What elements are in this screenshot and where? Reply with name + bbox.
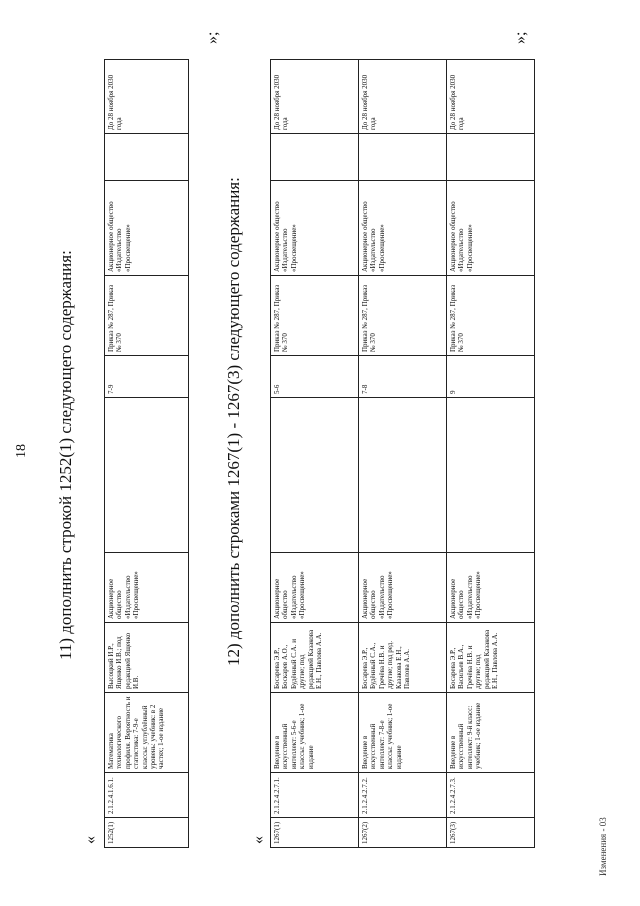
section-11-open-quote: « <box>82 836 99 844</box>
cell-publisher2: Акционерное общество «Издательство «Просвещение» <box>105 181 189 276</box>
cell-orders: Приказ № 287, Приказ № 370 <box>271 276 359 356</box>
cell-publisher2: Акционерное общество «Издательство «Просвещение» <box>359 181 447 276</box>
cell-authors: Босарева Э.Р., Васильев В.А., Гречёва Н.В. и другие; под редакцией Казакова Е.Н., Павлова А.А. <box>447 623 535 693</box>
page-number: 18 <box>14 444 29 458</box>
cell-publisher2: Акционерное общество «Издательство «Просвещение» <box>271 181 359 276</box>
cell-num: 1267(2) <box>359 818 447 848</box>
cell-deadline: До 28 ноября 2030 года <box>271 60 359 134</box>
table-row <box>105 60 189 848</box>
cell-grades: 9 <box>447 356 535 398</box>
cell-blank <box>271 134 359 181</box>
cell-orders: Приказ № 287, Приказ № 370 <box>359 276 447 356</box>
section-12-close-quote: »; <box>512 31 529 44</box>
cell-authors: Высоцкий И.Р., Ященко И.В.; под редакцией Ященко И.В. <box>105 623 189 693</box>
cell-authors: Босарева Э.Р., Будённый С.А., Гречёва Н.В. и другие; под ред. Казакова Е.Н., Павлова А.А. <box>359 623 447 693</box>
cell-title: Введение в искусственный интеллект: 7-8-е классы: учебник; 1-ое издание <box>359 693 447 773</box>
cell-publisher: Акционерное общество «Издательство «Просвещение» <box>271 553 359 623</box>
cell-orders: Приказ № 287, Приказ № 370 <box>105 276 189 356</box>
cell-deadline: До 28 ноября 2030 года <box>359 60 447 134</box>
cell-publisher: Акционерное общество «Издательство «Просвещение» <box>105 553 189 623</box>
cell-extra <box>359 398 447 553</box>
section-12-heading: 12) дополнить строками 1267(1) - 1267(3) следующего содержания: <box>224 177 243 666</box>
cell-orders: Приказ № 287, Приказ № 370 <box>447 276 535 356</box>
cell-extra <box>447 398 535 553</box>
cell-title: Математика технологического профиля. Вероятность и статистика: 7-9-е классы: углублённый уровень: учебник: в 2 частях; 1-ое издание <box>105 693 189 773</box>
footer-note: Изменения - 03 <box>598 817 608 876</box>
table-row <box>271 60 359 848</box>
cell-extra <box>271 398 359 553</box>
cell-blank <box>447 134 535 181</box>
cell-code: 2.1.2.4.2.7.1. <box>271 773 359 818</box>
cell-num: 1267(1) <box>271 818 359 848</box>
cell-deadline: До 28 ноября 2030 года <box>447 60 535 134</box>
cell-title: Введение в искусственный интеллект: 5-6-е классы: учебник; 1-ое издание <box>271 693 359 773</box>
cell-authors: Босарева Э.Р., Боскарев А.О., Будённый С.А. и другие; под редакцией Казакова Е.Н., Павлова А.А. <box>271 623 359 693</box>
section-11-close-quote: »; <box>204 31 221 44</box>
cell-publisher: Акционерное общество «Издательство «Просвещение» <box>359 553 447 623</box>
cell-blank <box>359 134 447 181</box>
cell-grades: 7-9 <box>105 356 189 398</box>
cell-title: Введение в искусственный интеллект: 9-й класс: учебник; 1-ое издание <box>447 693 535 773</box>
cell-extra <box>105 398 189 553</box>
table-row <box>447 60 535 848</box>
section-12-table <box>270 59 535 848</box>
section-11-table <box>104 59 189 848</box>
table-row <box>359 60 447 848</box>
cell-code: 2.1.2.4.2.7.3. <box>447 773 535 818</box>
section-11-heading: 11) дополнить строкой 1252(1) следующего содержания: <box>56 250 75 660</box>
cell-code: 2.1.2.4.1.6.1. <box>105 773 189 818</box>
cell-publisher: Акционерное общество «Издательство «Просвещение» <box>447 553 535 623</box>
cell-code: 2.1.2.4.2.7.2. <box>359 773 447 818</box>
cell-num: 1252(1) <box>105 818 189 848</box>
cell-deadline: До 28 ноября 2030 года <box>105 60 189 134</box>
cell-grades: 7-8 <box>359 356 447 398</box>
cell-grades: 5-6 <box>271 356 359 398</box>
section-12-open-quote: « <box>250 836 267 844</box>
cell-num: 1267(3) <box>447 818 535 848</box>
cell-publisher2: Акционерное общество «Издательство «Просвещение» <box>447 181 535 276</box>
cell-blank <box>105 134 189 181</box>
